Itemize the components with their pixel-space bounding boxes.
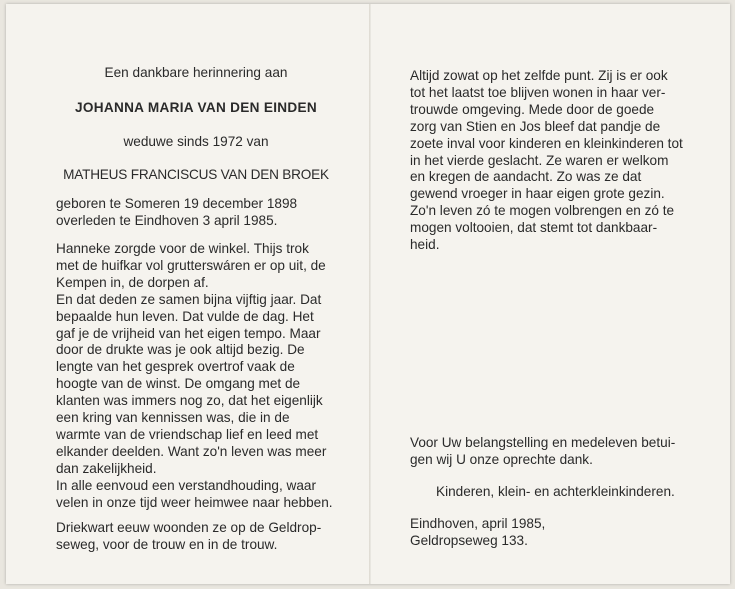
text-line: gewend vroeger in haar eigen grote gezin. — [410, 186, 665, 202]
deceased-name: JOHANNA MARIA VAN DEN EINDEN — [74, 100, 318, 115]
text-line: En dat deden ze samen bijna vijftig jaar. Dat — [56, 291, 322, 307]
left-page — [56, 4, 336, 584]
family-signature: Kinderen, klein- en achterkleinkinderen. — [436, 484, 675, 499]
text-line: in het vierde geslacht. Ze waren er welkom — [410, 152, 669, 168]
text-line: bepaalde hun leven. Dat vulde de dag. Het — [56, 308, 314, 324]
place-date: Eindhoven, april 1985, — [410, 516, 546, 531]
text-line: seweg, voor de trouw en in de trouw. — [56, 537, 278, 552]
husband-name: MATHEUS FRANCISCUS VAN DEN BROEK — [63, 167, 329, 182]
text-line: trouwde omgeving. Mede door de goede — [410, 101, 655, 117]
text-line: warmte van de vriendschap lief en leed met — [56, 426, 319, 442]
text-line: en kregen de aandacht. Zo was ze dat — [410, 169, 642, 185]
widow-text: weduwe sinds 1972 van — [123, 134, 269, 149]
text-line: elkander deelden. Want zo'n leven was meer — [56, 443, 327, 459]
text-line: gaf je de vrijheid van het eigen tempo. Maar — [56, 325, 321, 341]
text-line: klanten was immers nog zo, dat het eigenlijk — [56, 393, 323, 409]
text-line: velen in onze tijd weer heimwee naar hebben. — [56, 494, 333, 510]
text-line: door de drukte was je ook altijd bezig. De — [56, 342, 305, 358]
intro-text: Een dankbare herinnering aan — [104, 65, 288, 80]
text-line: lengte van het gesprek overtrof vaak de — [56, 359, 295, 375]
text-line: hoogte van de winst. De omgang met de — [56, 376, 301, 392]
text-line: gen wij U onze oprechte dank. — [410, 452, 593, 467]
text-line: zoete inval voor kinderen en kleinkinderen tot — [410, 135, 683, 151]
card-fold — [369, 4, 371, 584]
text-line: tot het laatst toe blijven wonen in haar ver- — [410, 84, 666, 100]
text-line: mogen voltooien, dat stemt tot dankbaar- — [410, 220, 658, 236]
text-line: een kring van kennissen was, die in de — [56, 410, 290, 425]
text-line: Hanneke zorgde voor de winkel. Thijs trok — [56, 241, 309, 256]
birth-line: geboren te Someren 19 december 1898 — [56, 196, 298, 211]
text-line: zorg van Stien en Jos bleef dat pandje de — [410, 118, 661, 134]
right-page — [410, 4, 702, 584]
text-line: Voor Uw belangstelling en medeleven betui- — [410, 435, 676, 450]
text-line: Altijd zowat op het zelfde punt. Zij is er ook — [410, 68, 668, 83]
text-line: dan zakelijkheid. — [56, 460, 157, 476]
text-line: Zo'n leven zó te mogen volbrengen en zó te — [410, 203, 675, 219]
death-line: overleden te Eindhoven 3 april 1985. — [56, 213, 278, 228]
text-line: Driekwart eeuw woonden ze op de Geldrop- — [56, 520, 322, 535]
text-line: In alle eenvoud een verstandhouding, waar — [56, 477, 316, 493]
text-line: Kempen in, de dorpen af. — [56, 274, 209, 290]
text-line: heid. — [410, 237, 440, 252]
text-line: met de huifkar vol grutterswáren er op uit, de — [56, 257, 326, 273]
address: Geldropseweg 133. — [410, 533, 528, 548]
memorial-card — [6, 4, 730, 584]
